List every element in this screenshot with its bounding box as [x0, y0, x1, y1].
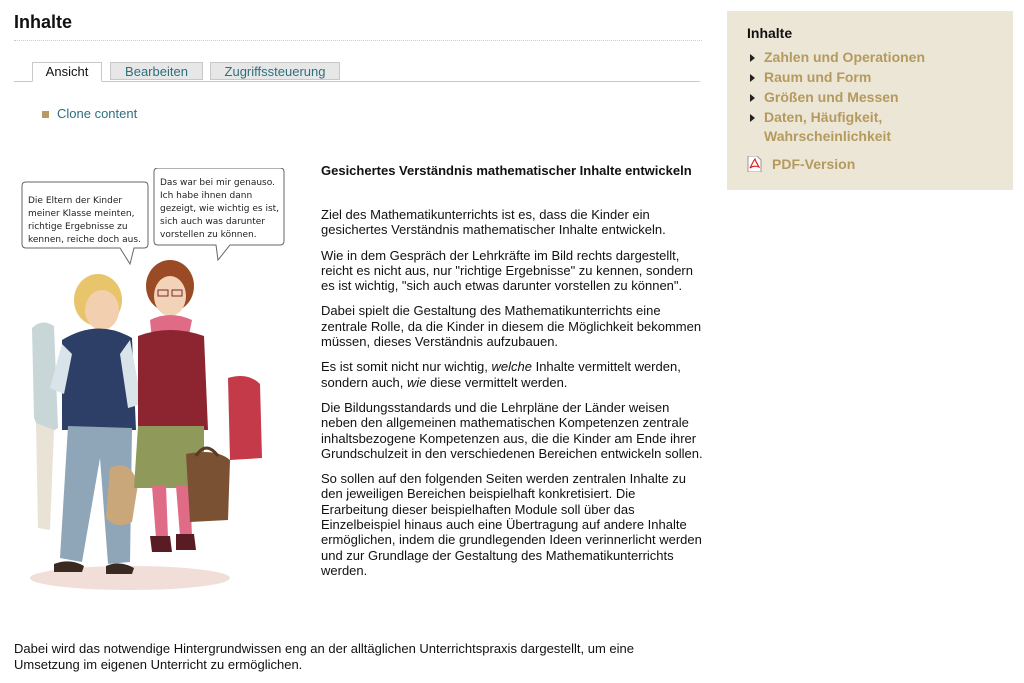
article-paragraph — [321, 359, 706, 390]
bubble-right-line-3: gezeigt, wie wichtig es ist, — [160, 204, 280, 214]
bubble-right-line-4: sich auch was darunter — [160, 217, 265, 227]
sidebar-item-label[interactable]: Größen und Messen — [764, 89, 899, 105]
triangle-right-icon — [750, 94, 755, 102]
text-fragment: Es ist somit nicht nur wichtig, — [321, 359, 492, 375]
sidebar-contents-box — [727, 11, 1013, 190]
sidebar-item-raum[interactable] — [747, 68, 1013, 87]
pdf-version-link[interactable] — [747, 156, 1013, 172]
bubble-left-line-4: kennen, reiche doch aus. — [28, 235, 141, 245]
footer-paragraph: Dabei wird das notwendige Hintergrundwissen eng an der alltäglichen Unterrichtspraxis dargestellt, um eine Umsetzung im eigenen Unterricht zu ermöglichen. — [14, 641, 635, 672]
pdf-icon — [747, 156, 762, 172]
sidebar-item-label[interactable]: Raum und Form — [764, 69, 872, 85]
article-paragraph: So sollen auf den folgenden Seiten werden zentralen Inhalte zu den jeweiligen Bereichen beispielhaft konkretisiert. Die Erarbeitung dieser beispielhaften Module soll über das Einzelbeispiel hinaus auch eine Übertragung auf andere Inhalte ermöglichen, indem die grundlegenden Ideen verinnerlicht werden und zur Grundlage der Gestaltung des Mathematikunterrichts werden. — [321, 471, 702, 578]
woman-figure — [134, 260, 230, 552]
sidebar-item-label[interactable]: Zahlen und Operationen — [764, 49, 926, 65]
triangle-right-icon — [750, 114, 755, 122]
triangle-right-icon — [750, 74, 755, 82]
article-paragraph: Die Bildungsstandards und die Lehrpläne der Länder weisen neben den allgemeinen mathematischen Kompetenzen zentrale inhaltsbezogene Kompetenzen aus, die die Kinder am Ende ihrer Grundschulzeit in den verschiedenen Bereichen entwickeln sollen. — [321, 399, 703, 461]
bubble-left-line-3: richtige Ergebnisse zu — [28, 222, 128, 232]
triangle-right-icon — [750, 54, 755, 62]
sidebar-item-daten[interactable] — [747, 108, 914, 146]
article-paragraph: Dabei spielt die Gestaltung des Mathematikunterrichts eine zentrale Rolle, da die Kinder in diesem die Möglichkeit bekommen müssen, dieses Verständnis aufzubauen. — [321, 303, 702, 350]
bubble-left-line-1: Die Eltern der Kinder — [28, 196, 123, 206]
tab-bar — [14, 62, 700, 82]
clone-content-item — [42, 106, 137, 121]
emphasis-wie: wie — [407, 374, 427, 390]
square-bullet-icon — [42, 111, 49, 118]
clone-content-link[interactable]: Clone content — [57, 106, 138, 121]
sidebar-item-label[interactable]: Daten, Häufigkeit, Wahrscheinlichkeit — [764, 109, 892, 144]
sidebar-title: Inhalte — [747, 25, 793, 41]
article-body — [321, 207, 706, 588]
man-figure — [50, 274, 142, 574]
speech-bubble-left — [22, 182, 148, 264]
article-paragraph: Wie in dem Gespräch der Lehrkräfte im Bild rechts dargestellt, reicht es nicht aus, nur "richtige Ergebnisse" zu kennen, sondern es ist wichtig, "sich auch etwas darunter vorstellen zu können". — [321, 247, 693, 294]
tab-zugriffssteuerung[interactable]: Zugriffssteuerung — [210, 62, 340, 80]
bubble-right-line-1: Das war bei mir genauso. — [160, 178, 275, 188]
sidebar-item-groessen[interactable] — [747, 88, 1013, 107]
page-title: Inhalte — [14, 12, 73, 32]
tab-bearbeiten[interactable]: Bearbeiten — [110, 62, 203, 80]
article-heading: Gesichertes Verständnis mathematischer Inhalte entwickeln — [321, 163, 692, 178]
speech-bubble-right — [154, 168, 284, 260]
bubble-right-line-2: Ich habe ihnen dann — [160, 191, 253, 201]
bubble-left-line-2: meiner Klasse meinten, — [28, 209, 135, 219]
article-paragraph: Ziel des Mathematikunterrichts ist es, dass die Kinder ein gesichertes Verständnis mathematischer Inhalte entwickeln. — [321, 207, 666, 238]
sidebar-item-zahlen[interactable] — [747, 48, 1013, 67]
pdf-version-label[interactable]: PDF-Version — [772, 156, 856, 172]
text-fragment: Inhalte vermittelt werden, sondern auch, — [321, 359, 681, 390]
tab-ansicht[interactable]: Ansicht — [32, 62, 102, 82]
teacher-conversation-illustration — [20, 168, 292, 600]
emphasis-welche: welche — [491, 359, 532, 375]
text-fragment: diese vermittelt werden. — [426, 374, 568, 390]
bubble-right-line-5: vorstellen zu können. — [160, 230, 257, 240]
title-divider — [14, 40, 702, 41]
